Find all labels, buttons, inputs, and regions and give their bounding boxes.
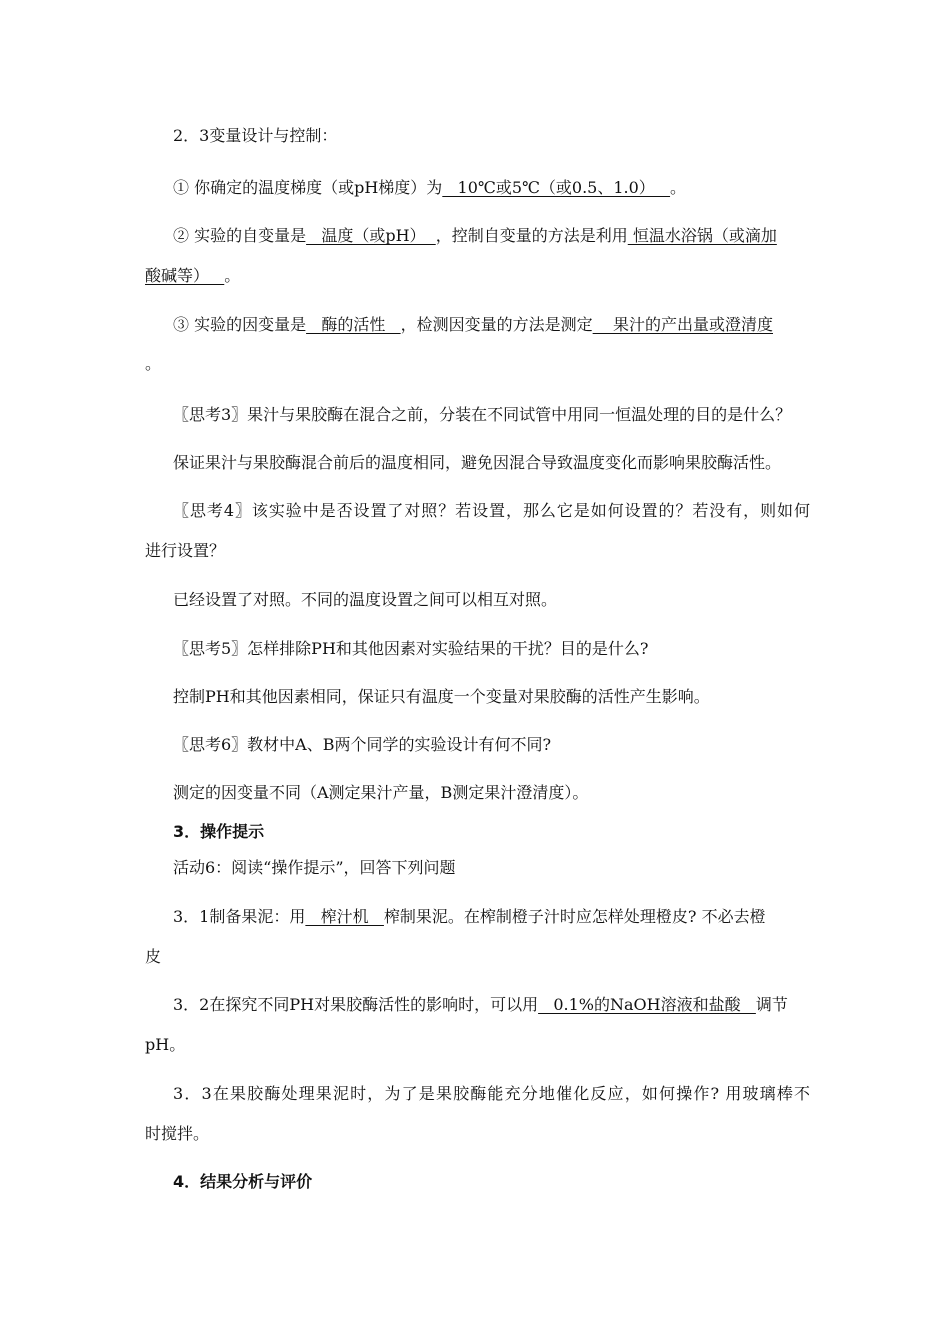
think-4-question: 〖思考4〗该实验中是否设置了对照？若设置，那么它是如何设置的？若没有，则如何	[173, 501, 810, 520]
answer-temperature-gradient: 10℃或5℃（或0.5、1.0）	[442, 178, 671, 197]
think-5-answer: 控制PH和其他因素相同，保证只有温度一个变量对果胶酶的活性产生影响。	[173, 687, 710, 706]
item-3-2: 3．2在探究不同PH对果胶酶活性的影响时，可以用 0.1%的NaOH溶液和盐酸 调节	[173, 995, 788, 1014]
question-3-cont: 。	[145, 354, 162, 373]
answer-control-method-cont: 酸碱等）	[145, 266, 225, 285]
answer-juicer: 榨汁机	[305, 907, 384, 926]
think-5-question: 〖思考5〗怎样排除PH和其他因素对实验结果的干扰？目的是什么?	[173, 639, 649, 658]
answer-control-method: 恒温水浴锅（或滴加	[627, 226, 777, 245]
think-3-answer: 保证果汁与果胶酶混合前后的温度相同，避免因混合导致温度变化而影响果胶酶活性。	[173, 453, 782, 472]
think-4-answer: 已经设置了对照。不同的温度设置之间可以相互对照。	[173, 590, 558, 609]
answer-independent-variable: 温度（或pH）	[306, 226, 436, 245]
item-3-1: 3．1制备果泥：用 榨汁机 榨制果泥。在榨制橙子汁时应怎样处理橙皮? 不必去橙	[173, 907, 766, 926]
item-3-3-cont: 时搅拌。	[145, 1124, 210, 1143]
section-3-heading: 3．操作提示	[173, 822, 265, 841]
question-1: ① 你确定的温度梯度（或pH梯度）为 10℃或5℃（或0.5、1.0） 。	[173, 178, 687, 197]
item-3-3: 3．3在果胶酶处理果泥时，为了是果胶酶能充分地催化反应，如何操作? 用玻璃棒不	[173, 1084, 810, 1103]
answer-detection-method: 果汁的产出量或澄清度	[592, 315, 773, 334]
question-2-cont: 酸碱等） 。	[145, 266, 241, 285]
item-3-1-cont: 皮	[145, 947, 162, 966]
think-3-question: 〖思考3〗果汁与果胶酶在混合之前，分装在不同试管中用同一恒温处理的目的是什么？	[173, 405, 792, 424]
answer-dependent-variable: 酶的活性	[306, 315, 401, 334]
think-6-answer: 测定的因变量不同（A测定果汁产量，B测定果汁澄清度）。	[173, 783, 589, 802]
section-2-3-title: 2．3变量设计与控制：	[173, 126, 338, 145]
think-6-question: 〖思考6〗教材中A、B两个同学的实验设计有何不同?	[173, 735, 552, 754]
answer-naoh-hcl: 0.1%的NaOH溶液和盐酸	[538, 995, 756, 1014]
activity-6: 活动6：阅读“操作提示”，回答下列问题	[173, 858, 456, 877]
question-2: ② 实验的自变量是 温度（或pH） ，控制自变量的方法是利用 恒温水浴锅（或滴加	[173, 226, 777, 245]
item-3-2-cont: pH。	[145, 1035, 186, 1054]
think-4-question-cont: 进行设置？	[145, 541, 226, 560]
question-3: ③ 实验的因变量是 酶的活性 ，检测因变量的方法是测定 果汁的产出量或澄清度	[173, 315, 773, 334]
section-4-heading: 4．结果分析与评价	[173, 1172, 313, 1191]
